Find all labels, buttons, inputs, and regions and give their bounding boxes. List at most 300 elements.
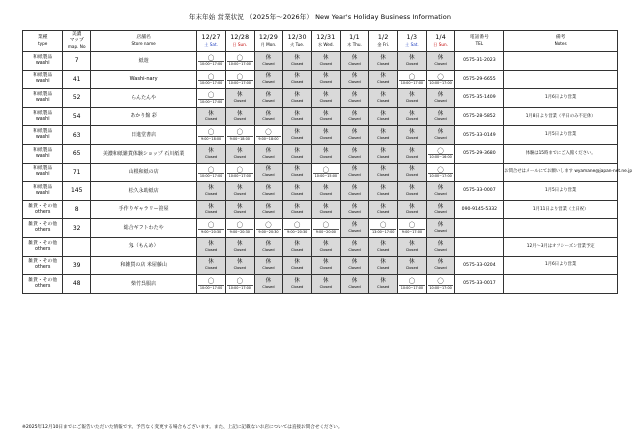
header-date-value: 12/31 <box>316 34 336 42</box>
closed-label: Closed <box>405 136 419 141</box>
category-en: others <box>35 246 51 252</box>
closed-label: Closed <box>262 61 275 66</box>
closed-label: Closed <box>348 210 361 215</box>
open-circle-icon: 〇 <box>236 277 243 286</box>
status-closed <box>283 70 312 89</box>
closed-label: Closed <box>204 117 218 122</box>
status-closed <box>398 89 427 108</box>
closed-mark: 休 <box>437 203 444 210</box>
status-closed <box>369 70 398 89</box>
store-name: あかり館 彩 <box>91 107 197 126</box>
closed-label: Closed <box>290 191 304 196</box>
header-date-value: 12/27 <box>201 34 221 42</box>
store-name: 松久永助紙店 <box>91 182 197 201</box>
header-store-jp: 店舗名 <box>136 35 151 41</box>
header-tel-en: TEL <box>475 41 484 47</box>
status-closed <box>426 52 455 71</box>
table-row <box>23 126 618 145</box>
header-date-day: 金 Fri. <box>377 42 390 48</box>
closed-mark: 休 <box>323 54 329 61</box>
category-cell <box>23 163 63 182</box>
closed-label: Closed <box>377 154 390 159</box>
closed-label: Closed <box>434 210 447 215</box>
notes-text: 1月6日より営業 <box>504 256 618 275</box>
tel-number <box>455 219 504 238</box>
status-open <box>398 275 427 294</box>
table-row <box>23 89 618 108</box>
status-closed <box>398 237 427 256</box>
store-name: 和雑貨の店 米屋藤山 <box>91 256 197 275</box>
closed-mark: 休 <box>294 147 300 154</box>
open-circle-icon: 〇 <box>322 221 330 230</box>
status-closed <box>197 237 226 256</box>
closed-mark: 休 <box>236 259 243 266</box>
header-notes-jp: 備考 <box>555 35 566 41</box>
closed-mark: 休 <box>323 240 329 247</box>
header-date-value: 1/3 <box>406 34 418 42</box>
closed-label: Closed <box>377 61 390 66</box>
closed-label: Closed <box>377 210 390 215</box>
open-hours: 13:00~17:00 <box>372 229 395 234</box>
status-open <box>225 70 254 89</box>
tel-number: 0575-33-0204 <box>455 256 504 275</box>
open-hours: 10:00~17:00 <box>199 174 223 179</box>
table-row <box>23 256 618 275</box>
open-hours: 9:00~20:30 <box>284 229 310 234</box>
closed-label: Closed <box>434 136 447 141</box>
header-date-0 <box>197 31 226 52</box>
closed-label: Closed <box>204 247 218 252</box>
closed-mark: 休 <box>265 54 272 61</box>
status-closed <box>340 107 369 126</box>
tel-number: 090-9145-5332 <box>455 200 504 219</box>
schedule-body <box>23 52 633 294</box>
closed-mark: 休 <box>323 73 329 80</box>
status-open <box>398 70 427 89</box>
closed-mark: 休 <box>409 110 415 117</box>
table-row <box>23 163 618 182</box>
closed-mark: 休 <box>437 259 444 266</box>
closed-label: Closed <box>233 210 246 215</box>
status-closed <box>369 256 398 275</box>
closed-label: Closed <box>262 80 275 85</box>
store-name: 日進堂書店 <box>91 126 197 145</box>
closed-label: Closed <box>290 173 304 178</box>
open-hours: 9:00~20:00 <box>313 229 339 234</box>
status-closed <box>225 200 254 219</box>
open-circle-icon: 〇 <box>437 277 444 286</box>
header-notes <box>504 31 618 52</box>
header-date-value: 12/28 <box>230 34 250 42</box>
status-closed <box>369 126 398 145</box>
status-closed <box>254 163 283 182</box>
table-row <box>23 107 618 126</box>
status-closed <box>225 237 254 256</box>
notes-text: 12月～3月はオフシーズン営業予定 <box>504 237 618 256</box>
closed-label: Closed <box>377 284 390 289</box>
closed-mark: 休 <box>294 203 300 210</box>
closed-mark: 休 <box>323 184 329 191</box>
status-closed <box>312 237 341 256</box>
closed-mark: 休 <box>437 54 444 61</box>
store-name: 紙遊 <box>91 52 197 71</box>
status-closed <box>225 107 254 126</box>
open-hours: 10:00~17:00 <box>228 81 251 86</box>
open-circle-icon: 〇 <box>236 54 243 63</box>
header-map-jp2: マップ <box>69 38 84 44</box>
tel-number: 0575-31-2023 <box>455 52 504 71</box>
closed-mark: 休 <box>294 129 300 136</box>
status-open <box>426 163 455 182</box>
open-circle-icon: 〇 <box>265 221 272 230</box>
closed-label: Closed <box>233 266 246 271</box>
store-name: 柴竹呉服店 <box>91 275 197 294</box>
closed-label: Closed <box>262 284 275 289</box>
open-hours: 9:00~17:00 <box>399 229 425 234</box>
status-closed <box>283 89 312 108</box>
status-closed <box>283 275 312 294</box>
header-date-7 <box>398 31 427 52</box>
status-closed <box>426 237 455 256</box>
closed-mark: 休 <box>265 259 272 266</box>
closed-label: Closed <box>377 80 390 85</box>
closed-mark: 休 <box>380 110 387 117</box>
header-date-value: 1/2 <box>377 34 389 42</box>
open-hours: 10:00~17:00 <box>228 174 251 179</box>
closed-mark: 休 <box>294 73 300 80</box>
notes-text: 1月5日より営業 <box>504 182 618 201</box>
store-name: 美濃和紙雑貨体験ショップ 石川紙業 <box>91 144 197 163</box>
closed-label: Closed <box>319 61 333 66</box>
category-jp: 雑貨・その他 <box>28 259 58 265</box>
status-closed <box>197 107 226 126</box>
open-circle-icon: 〇 <box>437 165 444 174</box>
status-closed <box>398 126 427 145</box>
category-jp: 雑貨・その他 <box>28 222 58 228</box>
status-closed <box>312 275 341 294</box>
category-en: others <box>35 265 51 271</box>
open-circle-icon: 〇 <box>293 221 301 230</box>
closed-mark: 休 <box>409 129 415 136</box>
closed-label: Closed <box>348 266 361 271</box>
closed-mark: 休 <box>380 184 387 191</box>
status-closed <box>369 89 398 108</box>
closed-mark: 休 <box>351 110 358 117</box>
closed-mark: 休 <box>294 277 300 284</box>
notes-text: 1月6日より営業 <box>504 89 618 108</box>
open-circle-icon: 〇 <box>236 72 243 81</box>
category-en: others <box>35 209 51 215</box>
status-closed <box>312 126 341 145</box>
category-cell <box>23 89 63 108</box>
open-hours: 10:00~17:00 <box>228 285 251 290</box>
status-open <box>283 219 312 238</box>
closed-mark: 休 <box>294 110 300 117</box>
closed-label: Closed <box>262 210 275 215</box>
open-circle-icon: 〇 <box>437 72 444 81</box>
notes-text: 1月5日より営業 <box>504 126 618 145</box>
status-closed <box>225 182 254 201</box>
header-date-value: 12/29 <box>258 34 279 42</box>
closed-mark: 休 <box>437 222 444 229</box>
open-circle-icon: 〇 <box>380 221 387 230</box>
status-open <box>426 70 455 89</box>
header-date-value: 1/1 <box>349 34 360 42</box>
closed-label: Closed <box>262 173 275 178</box>
status-closed <box>254 182 283 201</box>
header-map-en: map. No <box>67 44 86 50</box>
closed-mark: 休 <box>351 203 358 210</box>
closed-label: Closed <box>290 136 304 141</box>
table-row <box>23 182 618 201</box>
open-hours: 10:00~17:00 <box>400 81 424 86</box>
closed-label: Closed <box>290 266 304 271</box>
closed-mark: 休 <box>265 147 272 154</box>
closed-mark: 休 <box>236 110 243 117</box>
header-date-day: 土 Sat. <box>204 42 218 48</box>
category-cell <box>23 256 63 275</box>
closed-mark: 休 <box>265 110 272 117</box>
closed-mark: 休 <box>294 54 300 61</box>
closed-mark: 休 <box>437 92 444 99</box>
closed-mark: 休 <box>323 147 329 154</box>
closed-mark: 休 <box>409 240 415 247</box>
status-open <box>426 144 455 163</box>
status-closed <box>398 52 427 71</box>
closed-mark: 休 <box>236 184 243 191</box>
header-date-2 <box>254 31 283 52</box>
status-closed <box>369 163 398 182</box>
status-open <box>197 52 226 71</box>
closed-mark: 休 <box>380 166 387 173</box>
category-cell <box>23 219 63 238</box>
status-open <box>254 126 283 145</box>
open-circle-icon: 〇 <box>408 72 416 81</box>
closed-mark: 休 <box>351 129 358 136</box>
open-circle-icon: 〇 <box>437 147 444 156</box>
status-closed <box>283 144 312 163</box>
open-circle-icon: 〇 <box>408 221 416 230</box>
status-closed <box>340 89 369 108</box>
closed-label: Closed <box>348 98 361 103</box>
category-cell <box>23 200 63 219</box>
closed-mark: 休 <box>265 166 272 173</box>
table-row <box>23 52 618 71</box>
closed-label: Closed <box>348 61 361 66</box>
closed-mark: 休 <box>380 73 387 80</box>
closed-mark: 休 <box>236 147 243 154</box>
header-date-day: 水 Wed. <box>317 42 334 48</box>
open-hours: 9:00~20:30 <box>198 229 224 234</box>
table-row <box>23 70 618 89</box>
category-jp: 和紙製品 <box>33 147 53 153</box>
closed-mark: 休 <box>208 240 214 247</box>
category-en: washi <box>35 116 50 122</box>
closed-mark: 休 <box>351 73 358 80</box>
closed-mark: 休 <box>437 184 444 191</box>
closed-mark: 休 <box>208 147 214 154</box>
category-jp: 和紙製品 <box>33 166 53 172</box>
closed-mark: 休 <box>265 92 272 99</box>
status-closed <box>398 200 427 219</box>
status-open <box>197 89 226 108</box>
status-closed <box>426 182 455 201</box>
header-date-4 <box>312 31 341 52</box>
table-row <box>23 275 618 294</box>
closed-label: Closed <box>290 117 304 122</box>
notes-text: お問合せはメールにてお願いします wyamane@japan-net.ne.jp <box>504 163 618 182</box>
notes-text: 体験は15時までにご入館ください。 <box>504 144 618 163</box>
category-jp: 和紙製品 <box>33 73 53 79</box>
status-closed <box>225 144 254 163</box>
header-date-value: 12/30 <box>287 34 307 42</box>
notes-text: 1月11日より営業（土日祝） <box>504 200 618 219</box>
closed-label: Closed <box>348 117 361 122</box>
header-date-day: 日 Sun. <box>433 42 448 48</box>
closed-mark: 休 <box>236 240 243 247</box>
closed-mark: 休 <box>380 54 387 61</box>
closed-label: Closed <box>405 266 419 271</box>
closed-label: Closed <box>434 191 447 196</box>
status-closed <box>369 182 398 201</box>
closed-label: Closed <box>290 80 304 85</box>
status-closed <box>225 256 254 275</box>
status-open <box>197 70 226 89</box>
status-closed <box>283 163 312 182</box>
status-closed <box>340 52 369 71</box>
notes-text <box>504 219 618 238</box>
status-closed <box>225 89 254 108</box>
category-en: washi <box>35 79 50 85</box>
status-closed <box>254 200 283 219</box>
open-hours: 10:00~17:00 <box>429 174 452 179</box>
category-en: washi <box>35 97 50 103</box>
status-open <box>426 275 455 294</box>
closed-label: Closed <box>348 80 361 85</box>
closed-label: Closed <box>204 210 218 215</box>
closed-label: Closed <box>348 191 361 196</box>
category-cell <box>23 144 63 163</box>
open-hours: 10:00~17:00 <box>199 285 223 290</box>
open-hours: 10:00~17:00 <box>199 99 223 104</box>
status-closed <box>398 182 427 201</box>
open-hours: 9:00~18:00 <box>256 136 282 141</box>
map-number: 52 <box>63 89 91 108</box>
closed-label: Closed <box>434 98 447 103</box>
open-hours: 10:00~17:00 <box>199 81 223 86</box>
open-circle-icon: 〇 <box>322 165 330 174</box>
category-jp: 雑貨・その他 <box>28 240 58 246</box>
status-open <box>197 163 226 182</box>
closed-mark: 休 <box>351 259 358 266</box>
closed-label: Closed <box>377 136 390 141</box>
closed-mark: 休 <box>323 92 329 99</box>
closed-label: Closed <box>319 247 333 252</box>
status-closed <box>340 256 369 275</box>
closed-mark: 休 <box>380 240 387 247</box>
category-cell <box>23 275 63 294</box>
footnote: ※2025年12月10日までにご報告いただいた情報です。予告なく変更する場合もございます。また、上記に記載ないお店については直接お問合せください。 <box>22 425 343 430</box>
closed-label: Closed <box>319 284 333 289</box>
map-number: 8 <box>63 200 91 219</box>
tel-number <box>455 163 504 182</box>
category-jp: 和紙製品 <box>33 110 53 116</box>
category-cell <box>23 126 63 145</box>
closed-mark: 休 <box>437 110 444 117</box>
header-store-en: Store name <box>131 41 156 47</box>
header-type <box>23 31 63 52</box>
open-circle-icon: 〇 <box>408 277 416 286</box>
closed-mark: 休 <box>323 129 329 136</box>
closed-mark: 休 <box>351 54 358 61</box>
status-open <box>312 163 341 182</box>
status-closed <box>340 275 369 294</box>
tel-number: 0575-29-6655 <box>455 70 504 89</box>
closed-mark: 休 <box>294 92 300 99</box>
status-closed <box>426 126 455 145</box>
status-closed <box>340 182 369 201</box>
store-name: 総合ギフトわたや <box>91 219 197 238</box>
closed-label: Closed <box>434 266 447 271</box>
closed-mark: 休 <box>380 277 387 284</box>
closed-label: Closed <box>319 117 333 122</box>
tel-number: 0575-28-5852 <box>455 107 504 126</box>
status-closed <box>426 256 455 275</box>
closed-mark: 休 <box>409 92 415 99</box>
closed-label: Closed <box>348 173 361 178</box>
category-jp: 和紙製品 <box>33 92 53 97</box>
closed-mark: 休 <box>236 92 243 99</box>
status-closed <box>426 200 455 219</box>
closed-label: Closed <box>262 247 275 252</box>
header-date-day: 木 Thu. <box>347 42 362 48</box>
category-en: washi <box>35 60 50 66</box>
status-closed <box>283 237 312 256</box>
status-closed <box>254 89 283 108</box>
closed-mark: 休 <box>323 277 329 284</box>
tel-number: 0575-29-3680 <box>455 144 504 163</box>
closed-mark: 休 <box>323 259 329 266</box>
category-en: washi <box>35 190 50 196</box>
header-store <box>91 31 197 52</box>
closed-mark: 休 <box>437 240 444 247</box>
closed-mark: 休 <box>208 259 214 266</box>
closed-mark: 休 <box>351 92 358 99</box>
closed-mark: 休 <box>294 166 300 173</box>
closed-label: Closed <box>377 98 390 103</box>
closed-label: Closed <box>434 61 447 66</box>
table-row <box>23 219 618 238</box>
open-hours: 9:00~18:00 <box>198 136 224 141</box>
closed-label: Closed <box>262 266 275 271</box>
closed-label: Closed <box>319 191 333 196</box>
map-number: 63 <box>63 126 91 145</box>
closed-label: Closed <box>319 80 333 85</box>
status-closed <box>283 200 312 219</box>
status-open <box>225 126 254 145</box>
closed-label: Closed <box>405 191 419 196</box>
closed-label: Closed <box>262 98 275 103</box>
status-closed <box>340 70 369 89</box>
tel-number: 0575-33-0017 <box>455 275 504 294</box>
status-closed <box>369 275 398 294</box>
store-name: 匁（もんめ） <box>91 237 197 256</box>
open-hours: 9:00~18:00 <box>227 136 253 141</box>
closed-label: Closed <box>233 117 246 122</box>
store-name: Washi-nary <box>91 70 197 89</box>
map-number <box>63 237 91 256</box>
status-closed <box>398 256 427 275</box>
